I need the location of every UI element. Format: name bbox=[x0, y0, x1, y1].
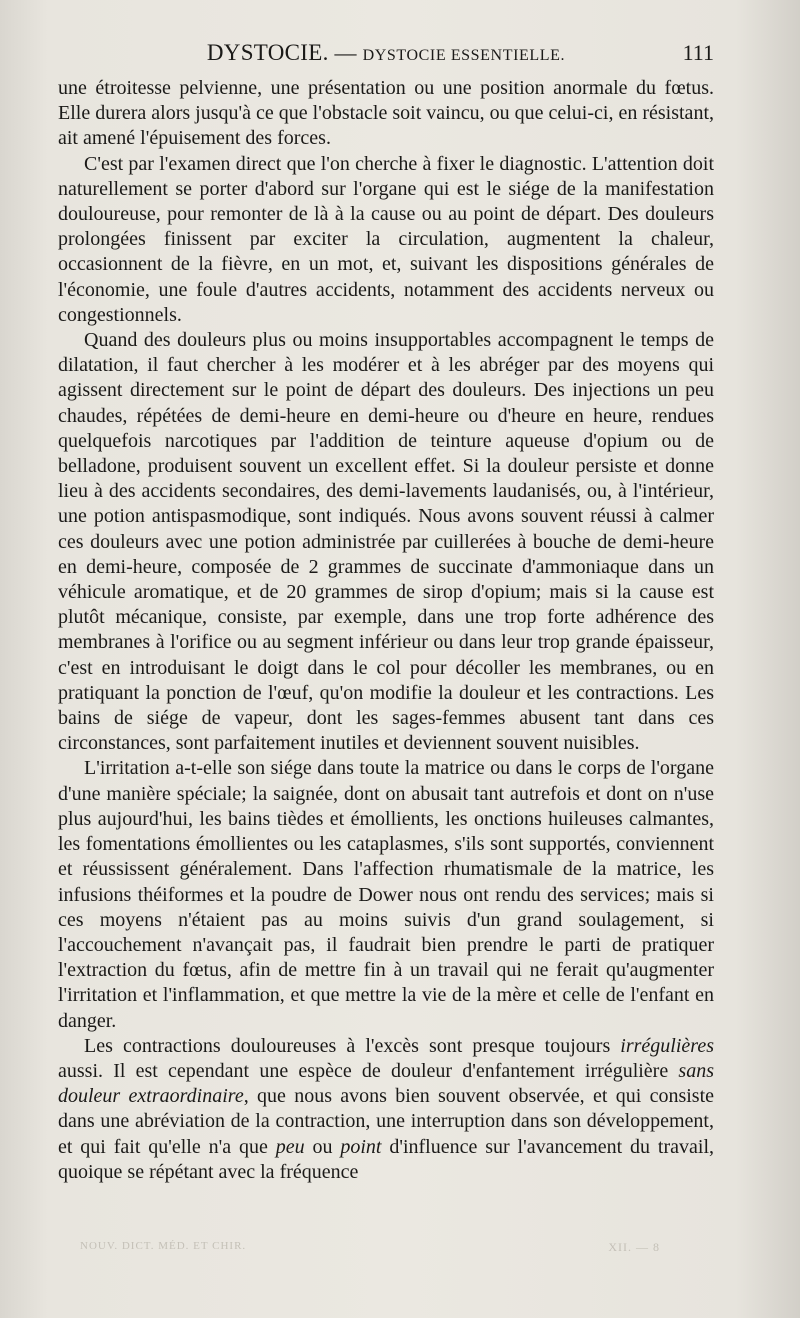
italic-phrase: irrégulières bbox=[620, 1034, 714, 1057]
running-head bbox=[58, 40, 714, 66]
italic-phrase: point bbox=[340, 1135, 382, 1158]
running-head-dash: — bbox=[334, 40, 357, 65]
text-run: , que nous avons bien souvent observée, et qui consiste dans une abréviation de la contraction, une interruption dans son développement, et qui fait qu'elle n'a que bbox=[58, 1085, 714, 1158]
text-run: d'influence sur l'avancement du travail, quoique se répétant avec la fréquence bbox=[58, 1135, 715, 1183]
italic-phrase: sans douleur extraordinaire bbox=[58, 1059, 714, 1108]
signature-mark-right: XII. — 8 bbox=[608, 1240, 660, 1254]
running-head-subtitle: DYSTOCIE ESSENTIELLE. bbox=[362, 47, 566, 64]
page-header bbox=[58, 40, 714, 70]
text-run: ou bbox=[304, 1135, 341, 1158]
page-footer bbox=[80, 1240, 720, 1260]
paragraph: C'est par l'examen direct que l'on cherche à fixer le diagnostic. L'attention doit naturellement se porter d'abord sur l'organe qui est le siége de la manifestation douloureuse, pour remonter de là à la cause ou au point de départ. Des douleurs prolongées finissent par exciter la circulation, augmentent la chaleur, occasionnent de la fièvre, en un mot, et, suivant les dispositions générales de l'économie, une foule d'autres accidents, notamment des accidents nerveux ou congestionnels. bbox=[58, 152, 714, 326]
paragraph: Quand des douleurs plus ou moins insupportables accompagnent le temps de dilatation, il faut chercher à les modérer et à les abréger par des moyens qui agissent directement sur le point de départ des douleurs. Des injections un peu chaudes, répétées de demi-heure en demi-heure ou d'heure en heure, rendues quelquefois narcotiques par l'addition de teinture aqueuse d'opium ou de belladone, produisent souvent un excellent effet. Si la douleur persiste et donne lieu à des accidents secondaires, des demi-lavements laudanisés, ou, à l'intérieur, une potion antispasmodique, sont indiqués. Nous avons souvent réussi à calmer ces douleurs avec une potion administrée par cuillerées à bouche de demi-heure en demi-heure, composée de 2 grammes de succinate d'ammoniaque dans un véhicule aromatique, et de 20 grammes de sirop d'opium; mais si la cause est plutôt mécanique, consiste, par exemple, dans une trop forte adhérence des membranes à l'orifice ou au segment inférieur ou dans leur trop grande épaisseur, c'est en introduisant le doigt dans le col pour décoller les membranes, ou en pratiquant la ponction de l'œuf, qu'on modifie la douleur et les contractions. Les bains de siége de vapeur, dont les sages-femmes abusent tant dans ces circonstances, sont parfaitement inutiles et deviennent souvent nuisibles. bbox=[58, 329, 714, 755]
paragraph: L'irritation a-t-elle son siége dans toute la matrice ou dans le corps de l'organe d'une manière spéciale; la saignée, dont on abusait tant autrefois et dont on n'use plus aujourd'hui, les bains tièdes et émollients, les onctions huileuses calmantes, les fomentations émollientes ou les cataplasmes, s'ils sont supportés, conviennent et réussissent généralement. Dans l'affection rhumatismale de la matrice, les infusions théiformes et la poudre de Dower nous ont rendu des services; mais si ces moyens n'étaient pas au moins suivis d'un grand soulagement, si l'accouchement n'avançait pas, il faudrait bien prendre le parti de pratiquer l'extraction du fœtus, afin de mettre fin à un travail qui ne ferait qu'augmenter l'irritation et l'inflammation, et que mettre la vie de la mère et celle de l'enfant en danger. bbox=[58, 757, 714, 1032]
page-number: 111 bbox=[682, 40, 714, 65]
running-head-title: DYSTOCIE. bbox=[206, 40, 329, 65]
text-run: aussi. Il est cependant une espèce de douleur d'enfantement irrégulière bbox=[58, 1059, 679, 1082]
signature-mark-left: NOUV. DICT. MÉD. ET CHIR. bbox=[80, 1240, 247, 1252]
italic-phrase: peu bbox=[275, 1135, 305, 1158]
body-text bbox=[58, 76, 714, 1185]
paragraph: une étroitesse pelvienne, une présentation ou une position anormale du fœtus. Elle durera alors jusqu'à ce que l'obstacle soit vaincu, ou que celui-ci, en résistant, ait amené l'épuisement des forces. bbox=[58, 77, 714, 150]
text-run: Les contractions douloureuses à l'excès sont presque toujours bbox=[84, 1034, 621, 1057]
paragraph bbox=[58, 1034, 714, 1185]
